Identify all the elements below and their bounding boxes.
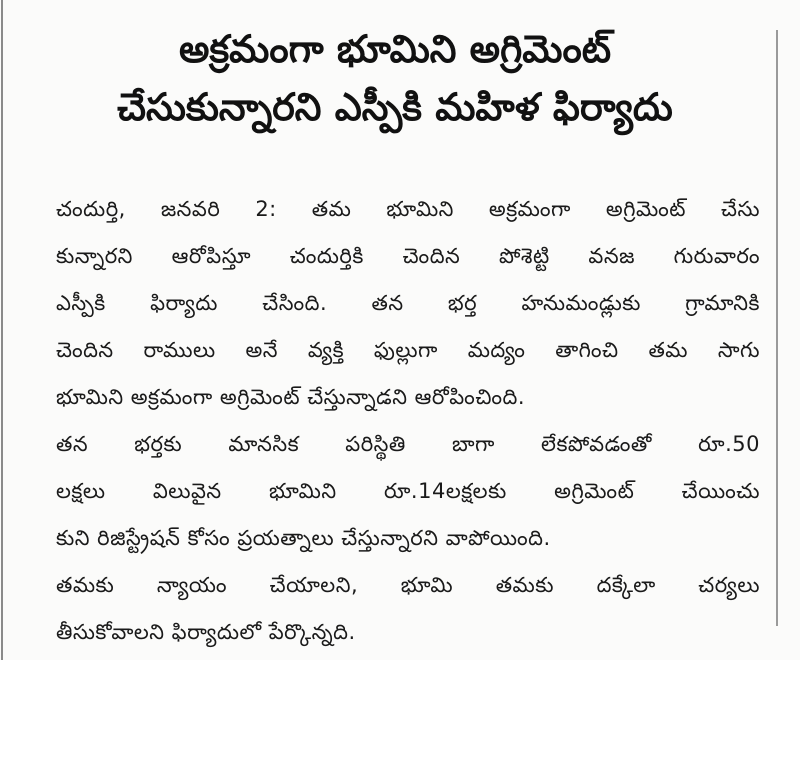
body-line: తీసుకోవాలని ఫిర్యాదులో పేర్కొన్నది. bbox=[56, 620, 356, 644]
left-column-rule bbox=[1, 0, 3, 660]
article-headline bbox=[30, 20, 760, 136]
body-line: చెందిన రాములు అనే వ్యక్తి ఫుల్లుగా మద్యం తాగించి తమ సాగు bbox=[56, 338, 760, 362]
body-line: చందుర్తి, జనవరి 2: తమ భూమిని అక్రమంగా అగ్రిమెంట్ చేసు bbox=[56, 197, 760, 221]
body-line: లక్షలు విలువైన భూమిని రూ.14లక్షలకు అగ్రిమెంట్ చేయించు bbox=[56, 479, 760, 503]
body-line: కుని రిజిస్ట్రేషన్ కోసం ప్రయత్నాలు చేస్తున్నారని వాపోయింది. bbox=[56, 526, 551, 550]
headline-line-1: అక్రమంగా భూమిని అగ్రిమెంట్ bbox=[178, 27, 612, 71]
body-line: కున్నారని ఆరోపిస్తూ చందుర్తికి చెందిన పోశెట్టి వనజ గురువారం bbox=[56, 244, 760, 268]
body-line: ఎస్పీకి ఫిర్యాదు చేసింది. తన భర్త హనుమండ్లుకు గ్రామానికి bbox=[56, 291, 760, 315]
headline-line-2: చేసుకున్నారని ఎస్పీకి మహిళ ఫిర్యాదు bbox=[117, 85, 673, 129]
body-line: తమకు న్యాయం చేయాలని, భూమి తమకు దక్కేలా చర్యలు bbox=[56, 573, 760, 597]
right-column-rule bbox=[776, 30, 778, 626]
blank-area bbox=[0, 660, 800, 770]
body-line: భూమిని అక్రమంగా అగ్రిమెంట్ చేస్తున్నాడని ఆరోపించింది. bbox=[56, 385, 526, 409]
article-body bbox=[56, 186, 760, 656]
body-line: తన భర్తకు మానసిక పరిస్థితి బాగా లేకపోవడంతో రూ.50 bbox=[56, 432, 760, 456]
